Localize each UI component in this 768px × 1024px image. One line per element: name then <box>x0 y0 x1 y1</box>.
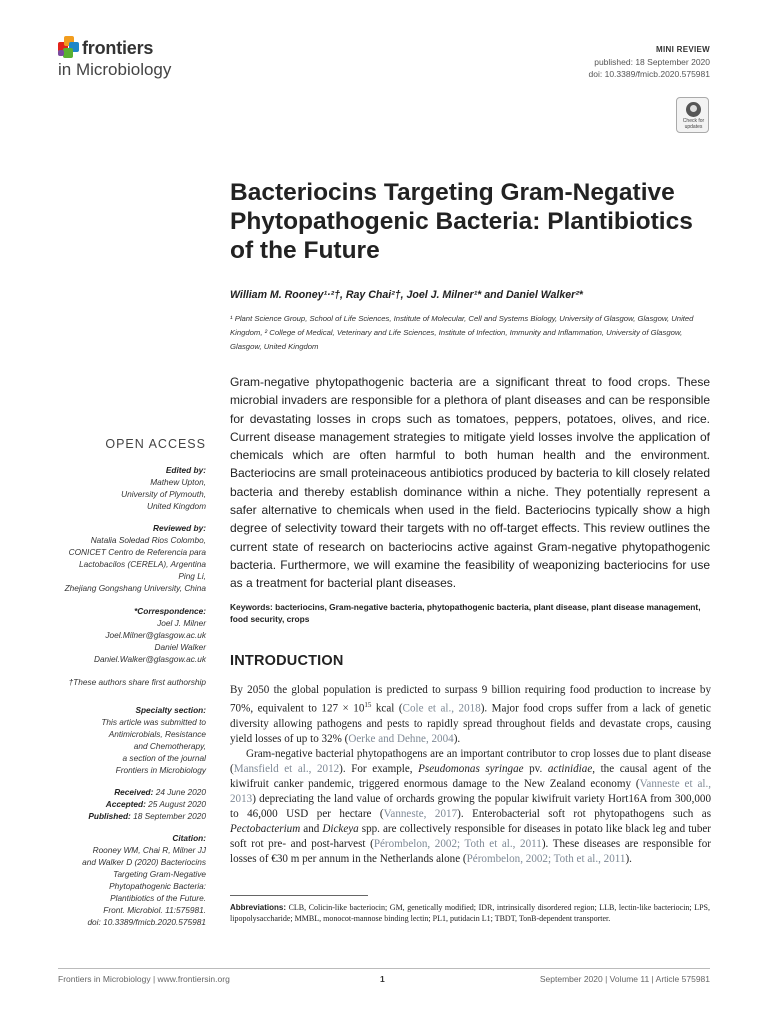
introduction-body <box>230 683 711 867</box>
edited-by-block: Edited by: Mathew Upton, University of Plymouth, United Kingdom <box>121 465 206 511</box>
footer-journal-link[interactable]: Frontiers in Microbiology | www.frontiersin.org <box>58 974 230 984</box>
check-updates-icon <box>686 102 701 117</box>
journal-name-line1: frontiers <box>82 38 154 58</box>
shared-authorship-note: †These authors share first authorship <box>68 677 206 687</box>
article-meta <box>589 44 710 80</box>
email-link[interactable]: Daniel.Walker@glasgow.ac.uk <box>93 654 206 664</box>
section-heading-introduction: INTRODUCTION <box>230 653 344 669</box>
paragraph-1: By 2050 the global population is predicted to surpass 9 billion requiring food production to increase by 70%, equivalent to $127 \times 10^{15}$ kcal (Cole et al., 2018). Major food crops suffer from a lack of genetic diversity allowing pathogens and pests to rapidly spread throughout fields and devastate crops, causing yield losses of up to 32% (Oerke and Dehne, 2004). <box>230 684 711 745</box>
citation-link[interactable]: Cole et al., 2018 <box>402 702 481 715</box>
open-access-label: OPEN ACCESS <box>105 437 206 451</box>
correspondence-block: *Correspondence: Joel J. Milner Joel.Milner@glasgow.ac.uk Daniel Walker Daniel.Walker@glasgow.ac.uk <box>58 605 206 665</box>
citation-link[interactable]: Pérombelon, 2002; Toth et al., 2011 <box>373 838 542 851</box>
reviewed-by-block: Reviewed by: Natalia Soledad Rios Colombo, CONICET Centro de Referencia para Lactobacilos (CERELA), Argentina Ping Li, Zhejiang Gongshang University, China <box>64 523 206 593</box>
footnote-divider <box>230 895 368 896</box>
frontiers-logo-icon <box>58 36 80 58</box>
article-title: Bacteriocins Targeting Gram-Negative Phytopathogenic Bacteria: Plantibiotics of the Future <box>230 179 693 264</box>
check-updates-label: Check for updates <box>682 118 705 130</box>
abbreviations: Abbreviations: CLB, Colicin-like bacteriocin; GM, genetically modified; IDR, intrinsically disordered region; LLB, lectin-like bacteriocin; LPS, lipopolysaccharide; MMBL, monocot-mannose binding lectin; PL1, putidacin L1; TBDT, TonB-dependent transporter. <box>230 903 710 923</box>
author-list: William M. Rooney¹·²†, Ray Chai²†, Joel J. Milner¹* and Daniel Walker²* <box>230 289 583 301</box>
citation-link[interactable]: Oerke and Dehne, 2004 <box>348 732 454 745</box>
article-doi[interactable]: doi: 10.3389/fmicb.2020.575981 <box>588 69 710 79</box>
footer-divider <box>58 968 710 969</box>
citation-link[interactable]: Vanneste et al., 2013 <box>230 777 711 806</box>
specialty-section-block: Specialty section: This article was submitted to Antimicrobials, Resistance and Chemotherapy, a section of the journal Frontiers in Microbiology <box>101 705 206 775</box>
journal-name-line2: in Microbiology <box>58 60 172 79</box>
page-number: 1 <box>380 974 385 984</box>
check-for-updates-button[interactable] <box>676 97 709 133</box>
citation-link[interactable]: Mansfield et al., 2012 <box>233 762 340 775</box>
published-date: published: 18 September 2020 <box>594 57 710 67</box>
email-link[interactable]: Joel.Milner@glasgow.ac.uk <box>105 630 206 640</box>
citation-link[interactable]: Vanneste, 2017 <box>383 808 458 821</box>
footer-issue-info: September 2020 | Volume 11 | Article 575981 <box>539 974 710 984</box>
citation-link[interactable]: Pérombelon, 2002; Toth et al., 2011 <box>466 853 626 866</box>
affiliations: ¹ Plant Science Group, School of Life Sciences, Institute of Molecular, Cell and Systems Biology, University of Glasgow, Glasgow, United Kingdom, ² College of Medical, Veterinary and Life Sciences, Institute of Infection, Immunity and Inflammation, University of Glasgow, Glasgow, United Kingdom <box>230 314 694 351</box>
dates-block: Received: 24 June 2020 Accepted: 25 August 2020 Published: 18 September 2020 <box>88 787 206 821</box>
article-type: MINI REVIEW <box>656 45 710 54</box>
citation-block: Citation: Rooney WM, Chai R, Milner JJ and Walker D (2020) Bacteriocins Targeting Gram-Negative Phytopathogenic Bacteria: Plantibiotics of the Future. Front. Microbiol. 11:575981. doi: 10.3389/fmicb.2020.575981 <box>82 833 206 927</box>
journal-logo[interactable] <box>58 34 218 84</box>
paragraph-2: Gram-negative bacterial phytopathogens are an important contributor to crop losses due to plant disease (Mansfield et al., 2012). For example, Pseudomonas syringae pv. actinidiae, the causal agent of the kiwifruit canker pandemic, triggered enormous damage to the New Zealand economy (Vanneste et al., 2013) depreciating the land value of orchards growing the popular kiwifruit variety Hort16A from 300,000 to 46,000 USD per hectare (Vanneste, 2017). Enterobacterial soft rot phytopathogens such as Pectobacterium and Dickeya spp. are collectively responsible for diseases in potato like black leg and tuber soft rot pre- and post-harvest (Pérombelon, 2002; Toth et al., 2011). These diseases are responsible for losses of €30 m per annum in the Netherlands alone (Pérombelon, 2002; Toth et al., 2011). <box>230 747 712 866</box>
keywords: Keywords: bacteriocins, Gram-negative bacteria, phytopathogenic bacteria, plant disease, plant disease management, food security, crops <box>230 602 701 624</box>
abstract: Gram-negative phytopathogenic bacteria are a significant threat to food crops. These microbial invaders are responsible for a plethora of plant diseases and can be responsible for devastating losses in crops such as tomatoes, peppers, potatoes, olives, and rice. Current disease management strategies to mitigate yield losses involve the application of chemicals which are often harmful to both human health and the environment. Bacteriocins are small proteinaceous antibiotics produced by bacteria to kill closely related bacteria and thereby establish dominance within a niche. They potentially represent a safer alternative to chemicals when used in the field. Bacteriocins typically show a high degree of selectivity toward their targets with no off-target effects. This review outlines the current state of research on bacteriocins active against Gram-negative phytopathogenic bacteria. Furthermore, we will examine the feasibility of weaponizing bacteriocins for use as a treatment for bacterial plant diseases. <box>230 375 710 591</box>
